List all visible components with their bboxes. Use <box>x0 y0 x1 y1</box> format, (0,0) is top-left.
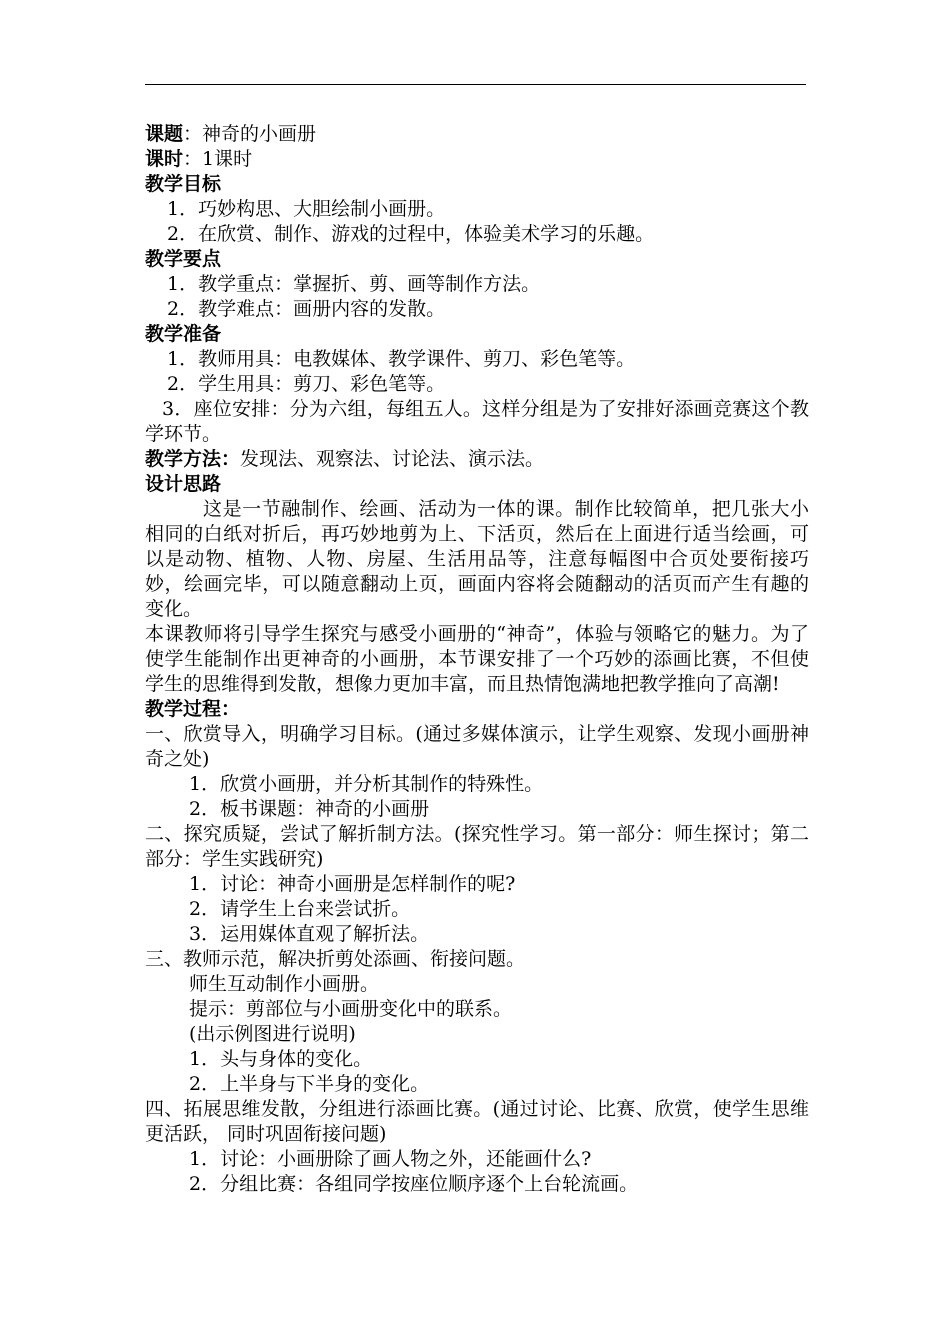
key-points-heading: 教学要点 <box>145 248 222 270</box>
period-line: 课时：1课时 <box>145 148 253 170</box>
process-item: 师生互动制作小画册。 <box>189 973 380 995</box>
preparation-item-seating: 3．座位安排：分为六组，每组五人。这样分组是为了安排好添画竞赛这个教学环节。 <box>145 398 809 445</box>
process-item: 2．分组比赛：各组同学按座位顺序逐个上台轮流画。 <box>189 1173 639 1195</box>
header-rule <box>145 84 806 85</box>
process-item: 1．头与身体的变化。 <box>189 1048 373 1070</box>
process-item: 1．讨论：小画册除了画人物之外，还能画什么? <box>189 1148 592 1170</box>
period-label: 课时 <box>145 148 184 170</box>
process-step-1: 一、欣赏导入，明确学习目标。(通过多媒体演示，让学生观察、发现小画册神奇之处) <box>145 723 809 770</box>
design-heading: 设计思路 <box>145 473 222 495</box>
methods-value: 发现法、观察法、讨论法、演示法。 <box>240 448 545 470</box>
process-item: 3．运用媒体直观了解折法。 <box>189 923 430 945</box>
lesson-plan <box>145 122 809 1197</box>
process-item: 1．欣赏小画册，并分析其制作的特殊性。 <box>189 773 544 795</box>
goal-item: 1．巧妙构思、大胆绘制小画册。 <box>167 198 446 220</box>
period-value: 1课时 <box>202 148 253 170</box>
design-paragraph: 本课教师将引导学生探究与感受小画册的“神奇”，体验与领略它的魅力。为了使学生能制作出更神奇的小画册，本节课安排了一个巧妙的添画比赛，不但使学生的思维得到发散，想像力更加丰富，而且热情饱满地把教学推向了高潮! <box>145 623 809 695</box>
goals-heading: 教学目标 <box>145 173 222 195</box>
topic-line: 课题：神奇的小画册 <box>145 123 317 145</box>
process-item: 2．上半身与下半身的变化。 <box>189 1073 430 1095</box>
methods-line <box>145 447 809 472</box>
goal-item: 2．在欣赏、制作、游戏的过程中，体验美术学习的乐趣。 <box>167 223 655 245</box>
process-step-3: 三、教师示范，解决折剪处添画、衔接问题。 <box>145 948 526 970</box>
preparation-heading: 教学准备 <box>145 323 222 345</box>
process-step-4: 四、拓展思维发散，分组进行添画比赛。(通过讨论、比赛、欣赏，使学生思维更活跃， 同时巩固衔接问题) <box>145 1098 809 1145</box>
process-step-2: 二、探究质疑，尝试了解折制方法。(探究性学习。第一部分：师生探讨；第二部分：学生实践研究) <box>145 823 809 870</box>
process-item: 提示：剪部位与小画册变化中的联系。 <box>189 998 513 1020</box>
topic-value: 神奇的小画册 <box>202 123 317 145</box>
topic-label: 课题 <box>145 123 184 145</box>
process-item: 1．讨论：神奇小画册是怎样制作的呢? <box>189 873 516 895</box>
key-point-item: 2．教学难点：画册内容的发散。 <box>167 298 446 320</box>
design-paragraph: 这是一节融制作、绘画、活动为一体的课。制作比较简单，把几张大小相同的白纸对折后，再巧妙地剪为上、下活页，然后在上面进行适当绘画，可以是动物、植物、人物、房屋、生活用品等，注意每幅图中合页处要衔接巧妙，绘画完毕，可以随意翻动上页，画面内容将会随翻动的活页而产生有趣的变化。 <box>145 498 809 620</box>
process-item: 2．板书课题：神奇的小画册 <box>189 798 430 820</box>
preparation-item: 2．学生用具：剪刀、彩色笔等。 <box>167 373 446 395</box>
key-point-item: 1．教学重点：掌握折、剪、画等制作方法。 <box>167 273 541 295</box>
methods-label: 教学方法： <box>145 448 241 470</box>
preparation-item: 1．教师用具：电教媒体、教学课件、剪刀、彩色笔等。 <box>167 348 636 370</box>
process-item: 2．请学生上台来尝试折。 <box>189 898 411 920</box>
process-item: (出示例图进行说明) <box>189 1023 356 1045</box>
process-heading: 教学过程： <box>145 698 241 720</box>
